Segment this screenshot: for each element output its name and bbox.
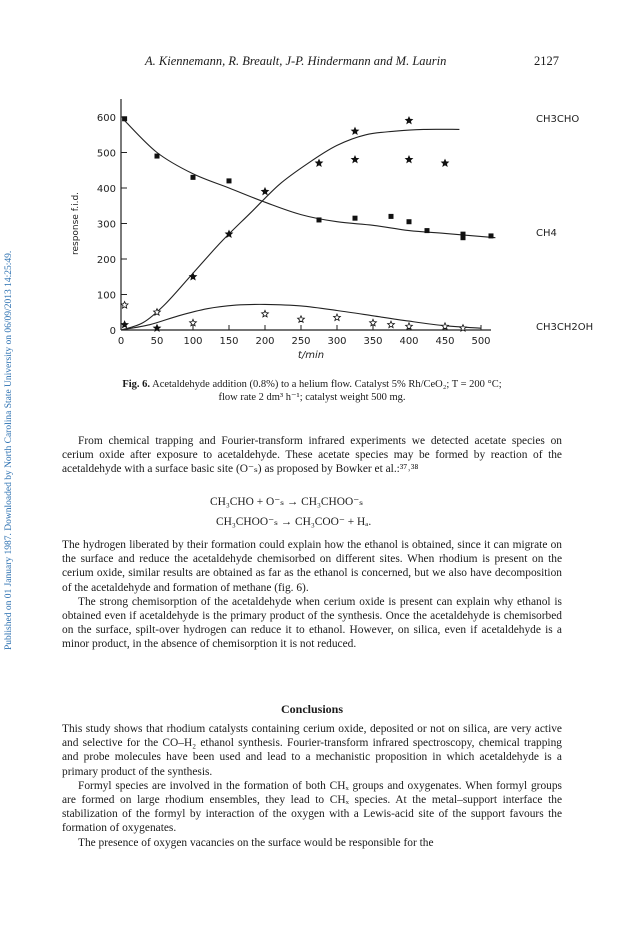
x-axis-title: t/min: [297, 350, 325, 361]
caption-line1: Acetaldehyde addition (0.8%) to a helium flow. Catalyst 5% Rh/CeO₂; T = 200 °C;: [152, 379, 502, 390]
equation-1: CH₃CHO + O⁻ₛ → CH₃CHOO⁻ₛ: [210, 496, 364, 508]
point-ch3ch2oh: [406, 323, 413, 330]
point-ch3ch2oh: [298, 316, 305, 323]
point-ch4: [407, 219, 412, 224]
running-head: A. Kiennemann, R. Breault, J-P. Hindermann and M. Laurin: [145, 54, 447, 68]
point-ch3ch2oh: [442, 323, 449, 330]
download-watermark: Published on 01 January 1987. Downloaded by North Carolina State University on 06/09/2013 14:25:49.: [4, 250, 14, 650]
point-ch3cho: [121, 321, 128, 328]
x-tick-label: 250: [291, 336, 311, 347]
point-ch3cho: [406, 156, 413, 163]
point-ch4: [353, 216, 358, 221]
point-ch4: [155, 154, 160, 159]
y-tick-label: 200: [96, 255, 116, 266]
x-tick-label: 450: [435, 336, 455, 347]
paragraph-2-block: [62, 538, 562, 652]
x-tick-label: 150: [219, 336, 239, 347]
x-tick-label: 400: [399, 336, 419, 347]
x-tick-label: 300: [327, 336, 347, 347]
curve-ch4: [125, 121, 496, 238]
paragraph-3: The strong chemisorption of the acetaldehyde when cerium oxide is present can explain why ethanol is obtained even if acetaldehyde is the primary product of the synthesis. Once the acetaldehyde is chemisorbed on the surface, spilt-over hydrogen can reduce it to ethanol. However, on silica, even if acetaldehyde is a minor product, in the absence of chemisorption it is not reduced.: [62, 595, 562, 651]
conclusions-block: [62, 722, 562, 850]
point-ch3cho: [316, 160, 323, 167]
point-ch3ch2oh: [388, 321, 395, 328]
y-tick-label: 400: [96, 184, 116, 195]
chart-markers: [121, 116, 493, 331]
point-ch3cho: [352, 128, 359, 135]
point-ch4: [122, 116, 127, 121]
point-ch4: [317, 217, 322, 222]
y-tick-label: 0: [109, 326, 116, 337]
chart-curves: [121, 121, 495, 330]
point-ch3ch2oh: [334, 314, 341, 321]
point-ch4: [489, 233, 494, 238]
x-tick-label: 500: [471, 336, 491, 347]
series-label-ch4: CH4: [536, 228, 557, 239]
chart-labels: [71, 114, 593, 361]
paragraph-5: Formyl species are involved in the formation of both CHₓ groups and oxygenates. When formyl groups are formed on large rhodium ensembles, they lead to CHₓ species. At the metal–support interface the stabilization of the formyl by interaction of the oxygen with a Lewis-acid site of the support favours the formation of oxygenates.: [62, 779, 562, 835]
point-ch3ch2oh: [370, 319, 377, 326]
caption-line2: flow rate 2 dm³ h⁻¹; catalyst weight 500 mg.: [218, 392, 406, 403]
y-tick-label: 600: [96, 113, 116, 124]
point-ch4: [425, 228, 430, 233]
point-ch4: [389, 214, 394, 219]
paragraph-6: The presence of oxygen vacancies on the surface would be responsible for the: [78, 836, 434, 849]
point-ch3ch2oh: [121, 302, 128, 309]
paragraph-1: From chemical trapping and Fourier-transform infrared experiments we detected acetate species on cerium oxide after exposure to acetaldehyde. These acetate species may be formed by reaction of the acetaldehyde with a surface basic site (O⁻ₛ) as proposed by Bowker et al.:³⁷˒³⁸: [62, 435, 562, 476]
chart-axes: [97, 99, 491, 347]
point-ch3cho: [442, 160, 449, 167]
point-ch3cho: [262, 188, 269, 195]
point-ch3ch2oh: [190, 319, 197, 326]
paragraph-2: The hydrogen liberated by their formation could explain how the ethanol is obtained, since it can migrate on the surface and reduce the acetaldehyde chemisorbed on different sites. When rhodium is present on the cerium oxide, similar results are obtained as far as the ethanol is concerned, but we also have decomposition of the acetaldehyde and formation of methane (fig. 6).: [62, 539, 562, 594]
y-tick-label: 300: [96, 219, 116, 231]
y-tick-label: 100: [96, 290, 116, 302]
series-label-ch3ch2oh: CH3CH2OH: [536, 322, 594, 333]
point-ch3ch2oh: [262, 310, 269, 317]
point-ch4: [227, 178, 232, 183]
paragraph-4: This study shows that rhodium catalysts containing cerium oxide, deposited or not on silica, are very active and selective for the CO–H₂ ethanol synthesis. Fourier-transform infrared spectroscopy, chemical trapping and probe molecules have been used and lead to a mechanistic proposition in which acetaldehyde is a primary product of the synthesis.: [62, 723, 562, 778]
point-ch3cho: [190, 273, 197, 280]
page-number: 2127: [534, 54, 559, 68]
x-tick-label: 100: [183, 336, 203, 347]
point-ch4: [461, 235, 466, 240]
point-ch3cho: [352, 156, 359, 163]
series-label-ch3cho: CH3CHO: [536, 114, 580, 125]
y-tick-label: 500: [96, 148, 116, 160]
point-ch3cho: [406, 117, 413, 124]
y-axis-title: response f.i.d.: [71, 191, 81, 256]
figure-caption: [62, 378, 562, 404]
figure-6-chart: [0, 0, 624, 380]
x-tick-label: 0: [117, 336, 125, 347]
point-ch4: [191, 175, 196, 180]
x-tick-label: 50: [150, 336, 164, 347]
caption-label: Fig. 6.: [122, 379, 151, 390]
equation-2: CH₃CHOO⁻ₛ → CH₃COO⁻ + Hₐ.: [216, 516, 372, 528]
paragraph-1-block: [62, 434, 562, 477]
x-tick-label: 350: [363, 336, 383, 347]
x-tick-label: 200: [255, 336, 275, 347]
section-heading-conclusions: Conclusions: [280, 702, 344, 716]
